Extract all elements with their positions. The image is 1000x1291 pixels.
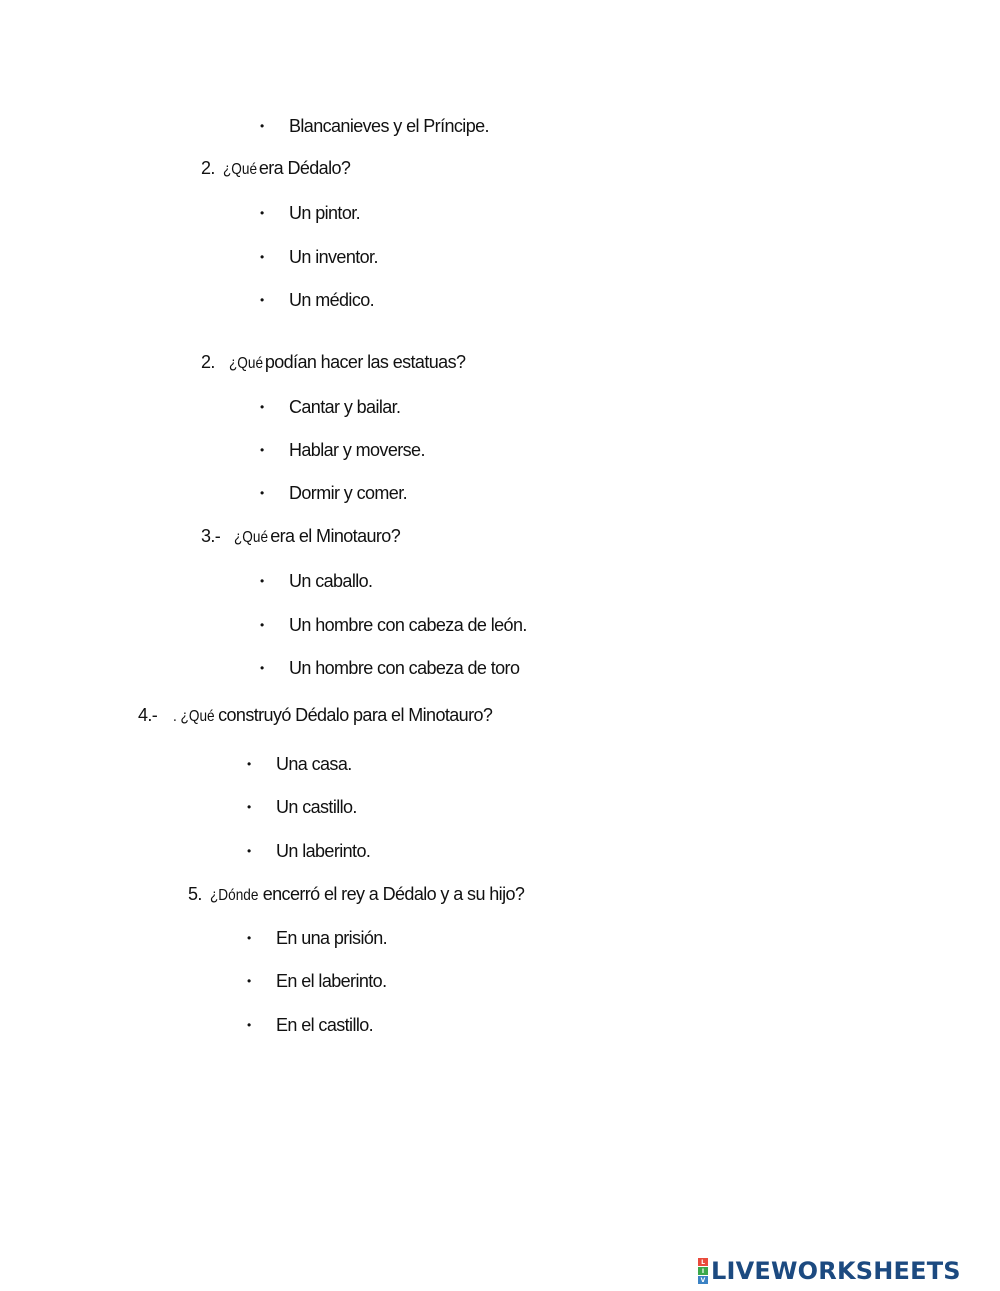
answer-option: Un inventor. — [289, 247, 378, 267]
bullet-icon: • — [260, 618, 265, 632]
answer-option: Un médico. — [289, 290, 375, 310]
logo-squares-icon — [698, 1258, 708, 1284]
liveworksheets-logo — [698, 1258, 961, 1284]
question-number: 5. — [188, 884, 202, 904]
answer-option: Cantar y bailar. — [289, 397, 401, 417]
question-number: 2. — [201, 352, 215, 372]
answer-option: Un pintor. — [289, 203, 361, 223]
answer-option: En el castillo. — [276, 1015, 374, 1035]
bullet-icon: • — [260, 443, 265, 457]
bullet-icon: • — [260, 119, 265, 133]
bullet-icon: • — [247, 974, 252, 988]
question — [201, 351, 465, 375]
bullet-icon: • — [260, 250, 265, 264]
question — [201, 157, 350, 181]
answer-option: Un castillo. — [276, 797, 357, 817]
question — [188, 883, 524, 907]
logo-square-v: V — [698, 1276, 708, 1284]
question-word: ¿Qué — [222, 161, 257, 178]
answer-option: Un caballo. — [289, 571, 373, 591]
bullet-icon: • — [260, 661, 265, 675]
bullet-icon: • — [260, 486, 265, 500]
question-word: ¿Qué — [234, 529, 269, 546]
bullet-icon: • — [260, 293, 265, 307]
answer-option: Dormir y comer. — [289, 483, 408, 503]
question-text: construyó Dédalo para el Minotauro? — [218, 705, 493, 725]
question-number: 3.- — [201, 526, 221, 546]
answer-option: Un hombre con cabeza de león. — [289, 615, 527, 635]
question-number: 2. — [201, 158, 215, 178]
question-text: podían hacer las estatuas? — [264, 352, 466, 372]
answer-option: Hablar y moverse. — [289, 440, 425, 460]
bullet-icon: • — [247, 931, 252, 945]
logo-square-l: L — [698, 1258, 708, 1266]
bullet-icon: • — [247, 800, 252, 814]
answer-option: En una prisión. — [276, 928, 388, 948]
question-text: encerró el rey a Dédalo y a su hijo? — [262, 884, 525, 904]
answer-option: Un laberinto. — [276, 841, 371, 861]
bullet-icon: • — [247, 1018, 252, 1032]
question-word: ¿Dónde — [209, 887, 259, 904]
question-text: era el Minotauro? — [270, 526, 401, 546]
logo-square-i: I — [698, 1267, 708, 1275]
question-text: era Dédalo? — [258, 158, 351, 178]
answer-option: Un hombre con cabeza de toro — [289, 658, 520, 678]
question — [201, 525, 400, 549]
question — [138, 704, 492, 728]
bullet-icon: • — [260, 206, 265, 220]
answer-option: Blancanieves y el Príncipe. — [289, 116, 489, 136]
bullet-icon: • — [260, 574, 265, 588]
answer-option: En el laberinto. — [276, 971, 387, 991]
answer-option: Una casa. — [276, 754, 352, 774]
question-word: ¿Qué — [228, 355, 263, 372]
logo-text: LIVEWORKSHEETS — [711, 1257, 961, 1285]
bullet-icon: • — [247, 844, 252, 858]
question-word: . ¿Qué — [173, 708, 215, 725]
question-number: 4.- — [138, 705, 158, 725]
bullet-icon: • — [260, 400, 265, 414]
bullet-icon: • — [247, 757, 252, 771]
